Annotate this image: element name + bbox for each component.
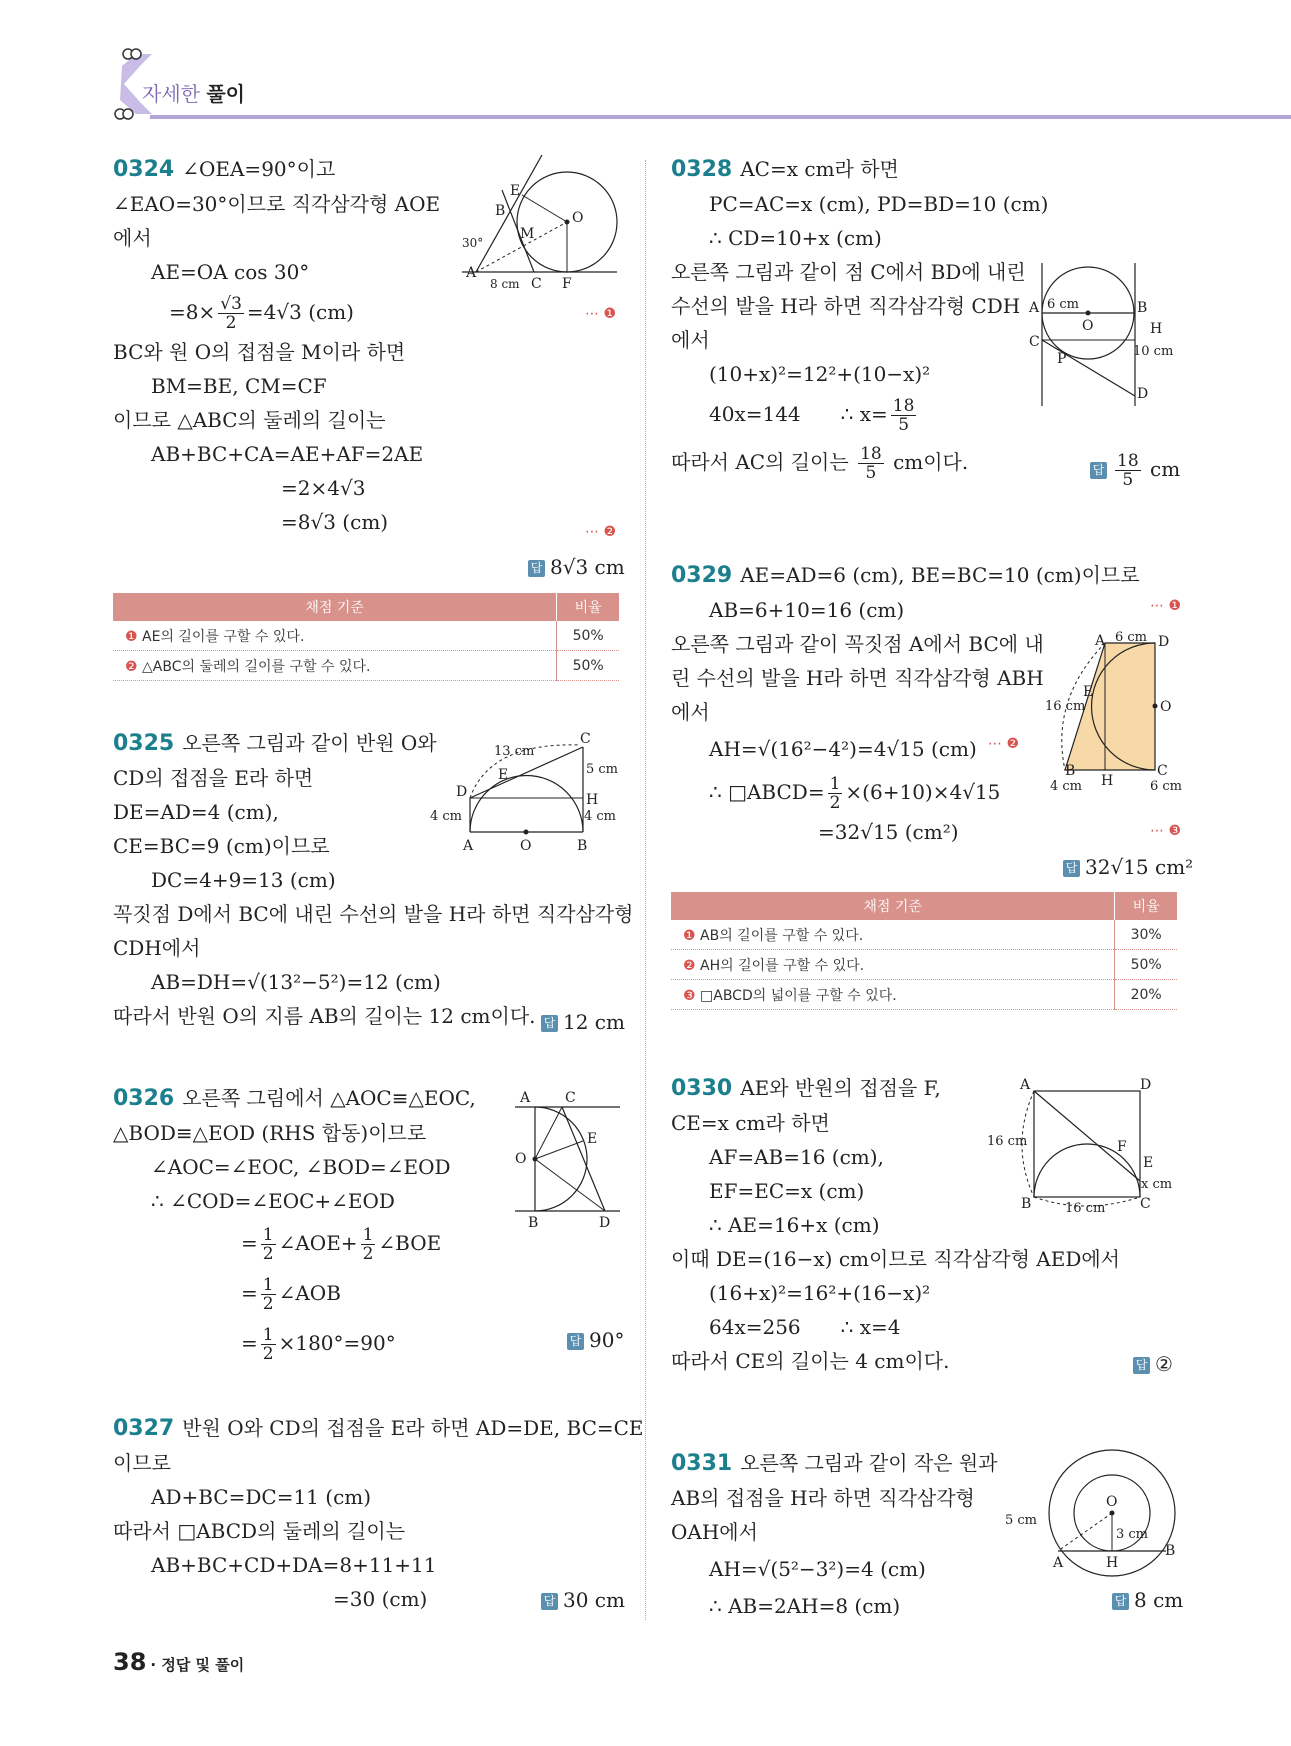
svg-text:13 cm: 13 cm: [494, 744, 535, 759]
answer-0324: 답 8√3 cm: [528, 555, 625, 579]
svg-text:8 cm: 8 cm: [490, 277, 520, 291]
figure-0326: [515, 1085, 625, 1230]
svg-text:C: C: [580, 731, 591, 747]
svg-text:B: B: [1165, 1543, 1176, 1559]
answer-0331: 답 8 cm: [1112, 1588, 1183, 1612]
svg-text:A: A: [1029, 300, 1040, 316]
svg-text:F: F: [1117, 1139, 1127, 1155]
grading-table-2: 채점 기준 비율 ❶ AB의 길이를 구할 수 있다. 30% ❷ AH의 길이를 구할 수 있다. 50% ❸ □ABCD의 넓이를 구할 수 있다. 20%: [671, 892, 1177, 1010]
problem-0327: 0327 반원 O와 CD의 접점을 E라 하면 AD=DE, BC=CE 이므로 AD+BC=DC=11 (cm) 따라서 □ABCD의 둘레의 길이는 AB+BC+CD+DA=8+11+11 =30 (cm): [113, 1416, 644, 1611]
svg-text:16 cm: 16 cm: [1045, 699, 1086, 714]
answer-0326: 답 90°: [567, 1328, 624, 1352]
table-row: ❷ △ABC의 둘레의 길이를 구할 수 있다. 50%: [113, 651, 619, 681]
svg-text:P: P: [1057, 351, 1067, 367]
svg-text:H: H: [1106, 1555, 1119, 1571]
answer-0325: 답 12 cm: [541, 1010, 625, 1034]
svg-text:A: A: [1095, 633, 1106, 649]
table-row: ❶ AE의 길이를 구할 수 있다. 50%: [113, 621, 619, 651]
svg-text:10 cm: 10 cm: [1133, 344, 1174, 359]
svg-text:x cm: x cm: [1141, 1177, 1173, 1192]
svg-text:A: A: [1020, 1077, 1031, 1093]
svg-text:E: E: [510, 183, 521, 199]
svg-text:C: C: [1029, 334, 1040, 350]
svg-text:6 cm: 6 cm: [1150, 779, 1183, 794]
svg-text:B: B: [495, 203, 506, 219]
svg-text:B: B: [1065, 763, 1076, 779]
svg-text:5 cm: 5 cm: [1005, 1513, 1038, 1528]
answer-0328: 답 $\frac{18}{5}$ cm: [1090, 452, 1180, 489]
problem-0329: 0329 AE=AD=6 (cm), BE=BC=10 (cm)이므로 AB=6+10=16 (cm) 오른쪽 그림과 같이 꼭짓점 A에서 BC에 내 린 수선의 발을 H라 하면 직각삼각형 ABH 에서 AH=√(16²−4²)=4√15 (cm) ∴ □ABCD= $\frac{1}{2}$ ×(6+10)×4√15 =32√15 (cm²): [671, 563, 1140, 844]
svg-text:D: D: [599, 1215, 611, 1230]
svg-text:D: D: [1137, 386, 1149, 402]
step-mark: ⋯ ❷: [988, 736, 1020, 752]
svg-text:E: E: [1083, 684, 1094, 700]
problem-0328: 0328 AC=x cm라 하면 PC=AC=x (cm), PD=BD=10 (cm) ∴ CD=10+x (cm) 오른쪽 그림과 같이 점 C에서 BD에 내린 수선의 발을 H라 하면 직각삼각형 CDH 에서 (10+x)²=12²+(10−x)² 40x=144 ∴ x= $\frac{18}{5}$ 따라서 AC의 길이는 $\frac{18}{5}$ cm이다.: [671, 157, 1049, 483]
page-footer: 38 · 정답 및 풀이: [113, 1648, 245, 1676]
step-mark: ⋯ ❸: [1150, 823, 1182, 839]
svg-text:H: H: [1150, 321, 1163, 337]
svg-text:F: F: [562, 276, 572, 292]
svg-text:E: E: [1143, 1155, 1154, 1171]
problem-0325: 0325 오른쪽 그림과 같이 반원 O와 CD의 접점을 E라 하면 DE=AD=4 (cm), CE=BC=9 (cm)이므로 DC=4+9=13 (cm) 꼭짓점 D에서 BC에 내린 수선의 발을 H라 하면 직각삼각형 CDH에서 AB=DH=√(13²−5²)=12 (cm) 따라서 반원 O의 지름 AB의 길이는 12 cm이다.: [113, 731, 634, 1028]
svg-text:C: C: [531, 276, 542, 292]
problem-0331: 0331 오른쪽 그림과 같이 작은 원과 AB의 접점을 H라 하면 직각삼각형 OAH에서 AH=√(5²−3²)=4 (cm) ∴ AB=2AH=8 (cm): [671, 1451, 998, 1618]
svg-text:A: A: [466, 265, 477, 281]
svg-text:D: D: [456, 784, 468, 800]
table-row: ❶ AB의 길이를 구할 수 있다. 30%: [671, 920, 1177, 950]
svg-text:B: B: [528, 1215, 539, 1230]
svg-text:4 cm: 4 cm: [584, 809, 617, 824]
svg-text:3 cm: 3 cm: [1116, 1527, 1149, 1542]
problem-0324: 0324 ∠OEA=90°이고 ∠EAO=30°이므로 직각삼각형 AOE 에서 AE=OA cos 30° =8× $\frac{√3}{2}$ =4√3 (cm) BC와 원 O의 접점을 M이라 하면 BM=BE, CM=CF 이므로 △ABC의 둘레의 길이는 AB+BC+CA=AE+AF=2AE =2×4√3 =8√3 (cm): [113, 157, 441, 534]
svg-text:16 cm: 16 cm: [987, 1134, 1028, 1149]
svg-text:A: A: [520, 1090, 531, 1106]
svg-text:H: H: [586, 792, 599, 808]
grading-table-1: 채점 기준 비율 ❶ AE의 길이를 구할 수 있다. 50% ❷ △ABC의 둘레의 길이를 구할 수 있다. 50%: [113, 593, 619, 681]
answer-0329: 답 32√15 cm²: [1063, 855, 1193, 879]
svg-text:16 cm: 16 cm: [1065, 1201, 1106, 1216]
problem-0330: 0330 AE와 반원의 접점을 F, CE=x cm라 하면 AF=AB=16 (cm), EF=EC=x (cm) ∴ AE=16+x (cm) 이때 DE=(16−x) cm이므로 직각삼각형 AED에서 (16+x)²=16²+(16−x)² 64x=256 ∴ x=4 따라서 CE의 길이는 4 cm이다.: [671, 1076, 1120, 1373]
svg-text:D: D: [1158, 634, 1170, 650]
svg-text:O: O: [1160, 699, 1172, 715]
figure-0330: [985, 1075, 1180, 1225]
table-row: ❷ AH의 길이를 구할 수 있다. 50%: [671, 950, 1177, 980]
svg-text:E: E: [587, 1131, 598, 1147]
figure-0328: [1025, 258, 1190, 408]
svg-text:5 cm: 5 cm: [586, 762, 619, 777]
figure-0331: [1005, 1448, 1185, 1588]
header-rule: [150, 115, 1291, 119]
svg-text:6 cm: 6 cm: [1115, 630, 1148, 645]
step-mark: ⋯ ❷: [585, 524, 617, 540]
table-row: ❸ □ABCD의 넓이를 구할 수 있다. 20%: [671, 980, 1177, 1010]
figure-0325: [430, 730, 620, 855]
svg-text:O: O: [572, 210, 584, 226]
column-divider: [645, 160, 646, 1620]
figure-0329: [1045, 630, 1185, 800]
svg-text:C: C: [565, 1090, 576, 1106]
svg-text:30°: 30°: [462, 236, 484, 250]
svg-text:E: E: [498, 767, 509, 783]
step-mark: ⋯ ❶: [1150, 598, 1182, 614]
svg-text:B: B: [577, 838, 588, 854]
step-mark: ⋯ ❶: [585, 306, 617, 322]
svg-text:C: C: [1157, 763, 1168, 779]
svg-text:D: D: [1140, 1077, 1152, 1093]
svg-text:A: A: [1053, 1555, 1064, 1571]
figure-0324: [462, 155, 622, 295]
answer-0327: 답 30 cm: [541, 1588, 625, 1612]
svg-text:H: H: [1101, 773, 1114, 789]
fraction: $\frac{√3}{2}$: [220, 294, 242, 333]
svg-text:4 cm: 4 cm: [1050, 779, 1083, 794]
svg-text:O: O: [1082, 318, 1094, 334]
page-number: 38: [113, 1648, 147, 1676]
svg-text:A: A: [463, 838, 474, 854]
svg-text:B: B: [1021, 1196, 1032, 1212]
svg-text:O: O: [520, 838, 532, 854]
svg-text:C: C: [1140, 1196, 1151, 1212]
svg-text:6 cm: 6 cm: [1047, 297, 1080, 312]
answer-0330: 답 ②: [1133, 1352, 1173, 1376]
svg-text:O: O: [1106, 1494, 1118, 1510]
problem-0326: 0326 오른쪽 그림에서 △AOC≡△EOC, △BOD≡△EOD (RHS 합동)이므로 ∠AOC=∠EOC, ∠BOD=∠EOD ∴ ∠COD=∠EOC+∠EOD = $\frac{1}{2}$ ∠AOE+ $\frac{1}{2}$ ∠BOE = $\frac{1}{2}$ ∠AOB = $\frac{1}{2}$ ×180°=90°: [113, 1086, 476, 1364]
svg-text:O: O: [515, 1151, 527, 1167]
svg-text:4 cm: 4 cm: [430, 809, 463, 824]
svg-text:M: M: [520, 226, 535, 242]
header-title: 자세한 풀이: [142, 82, 245, 106]
svg-text:B: B: [1137, 300, 1148, 316]
